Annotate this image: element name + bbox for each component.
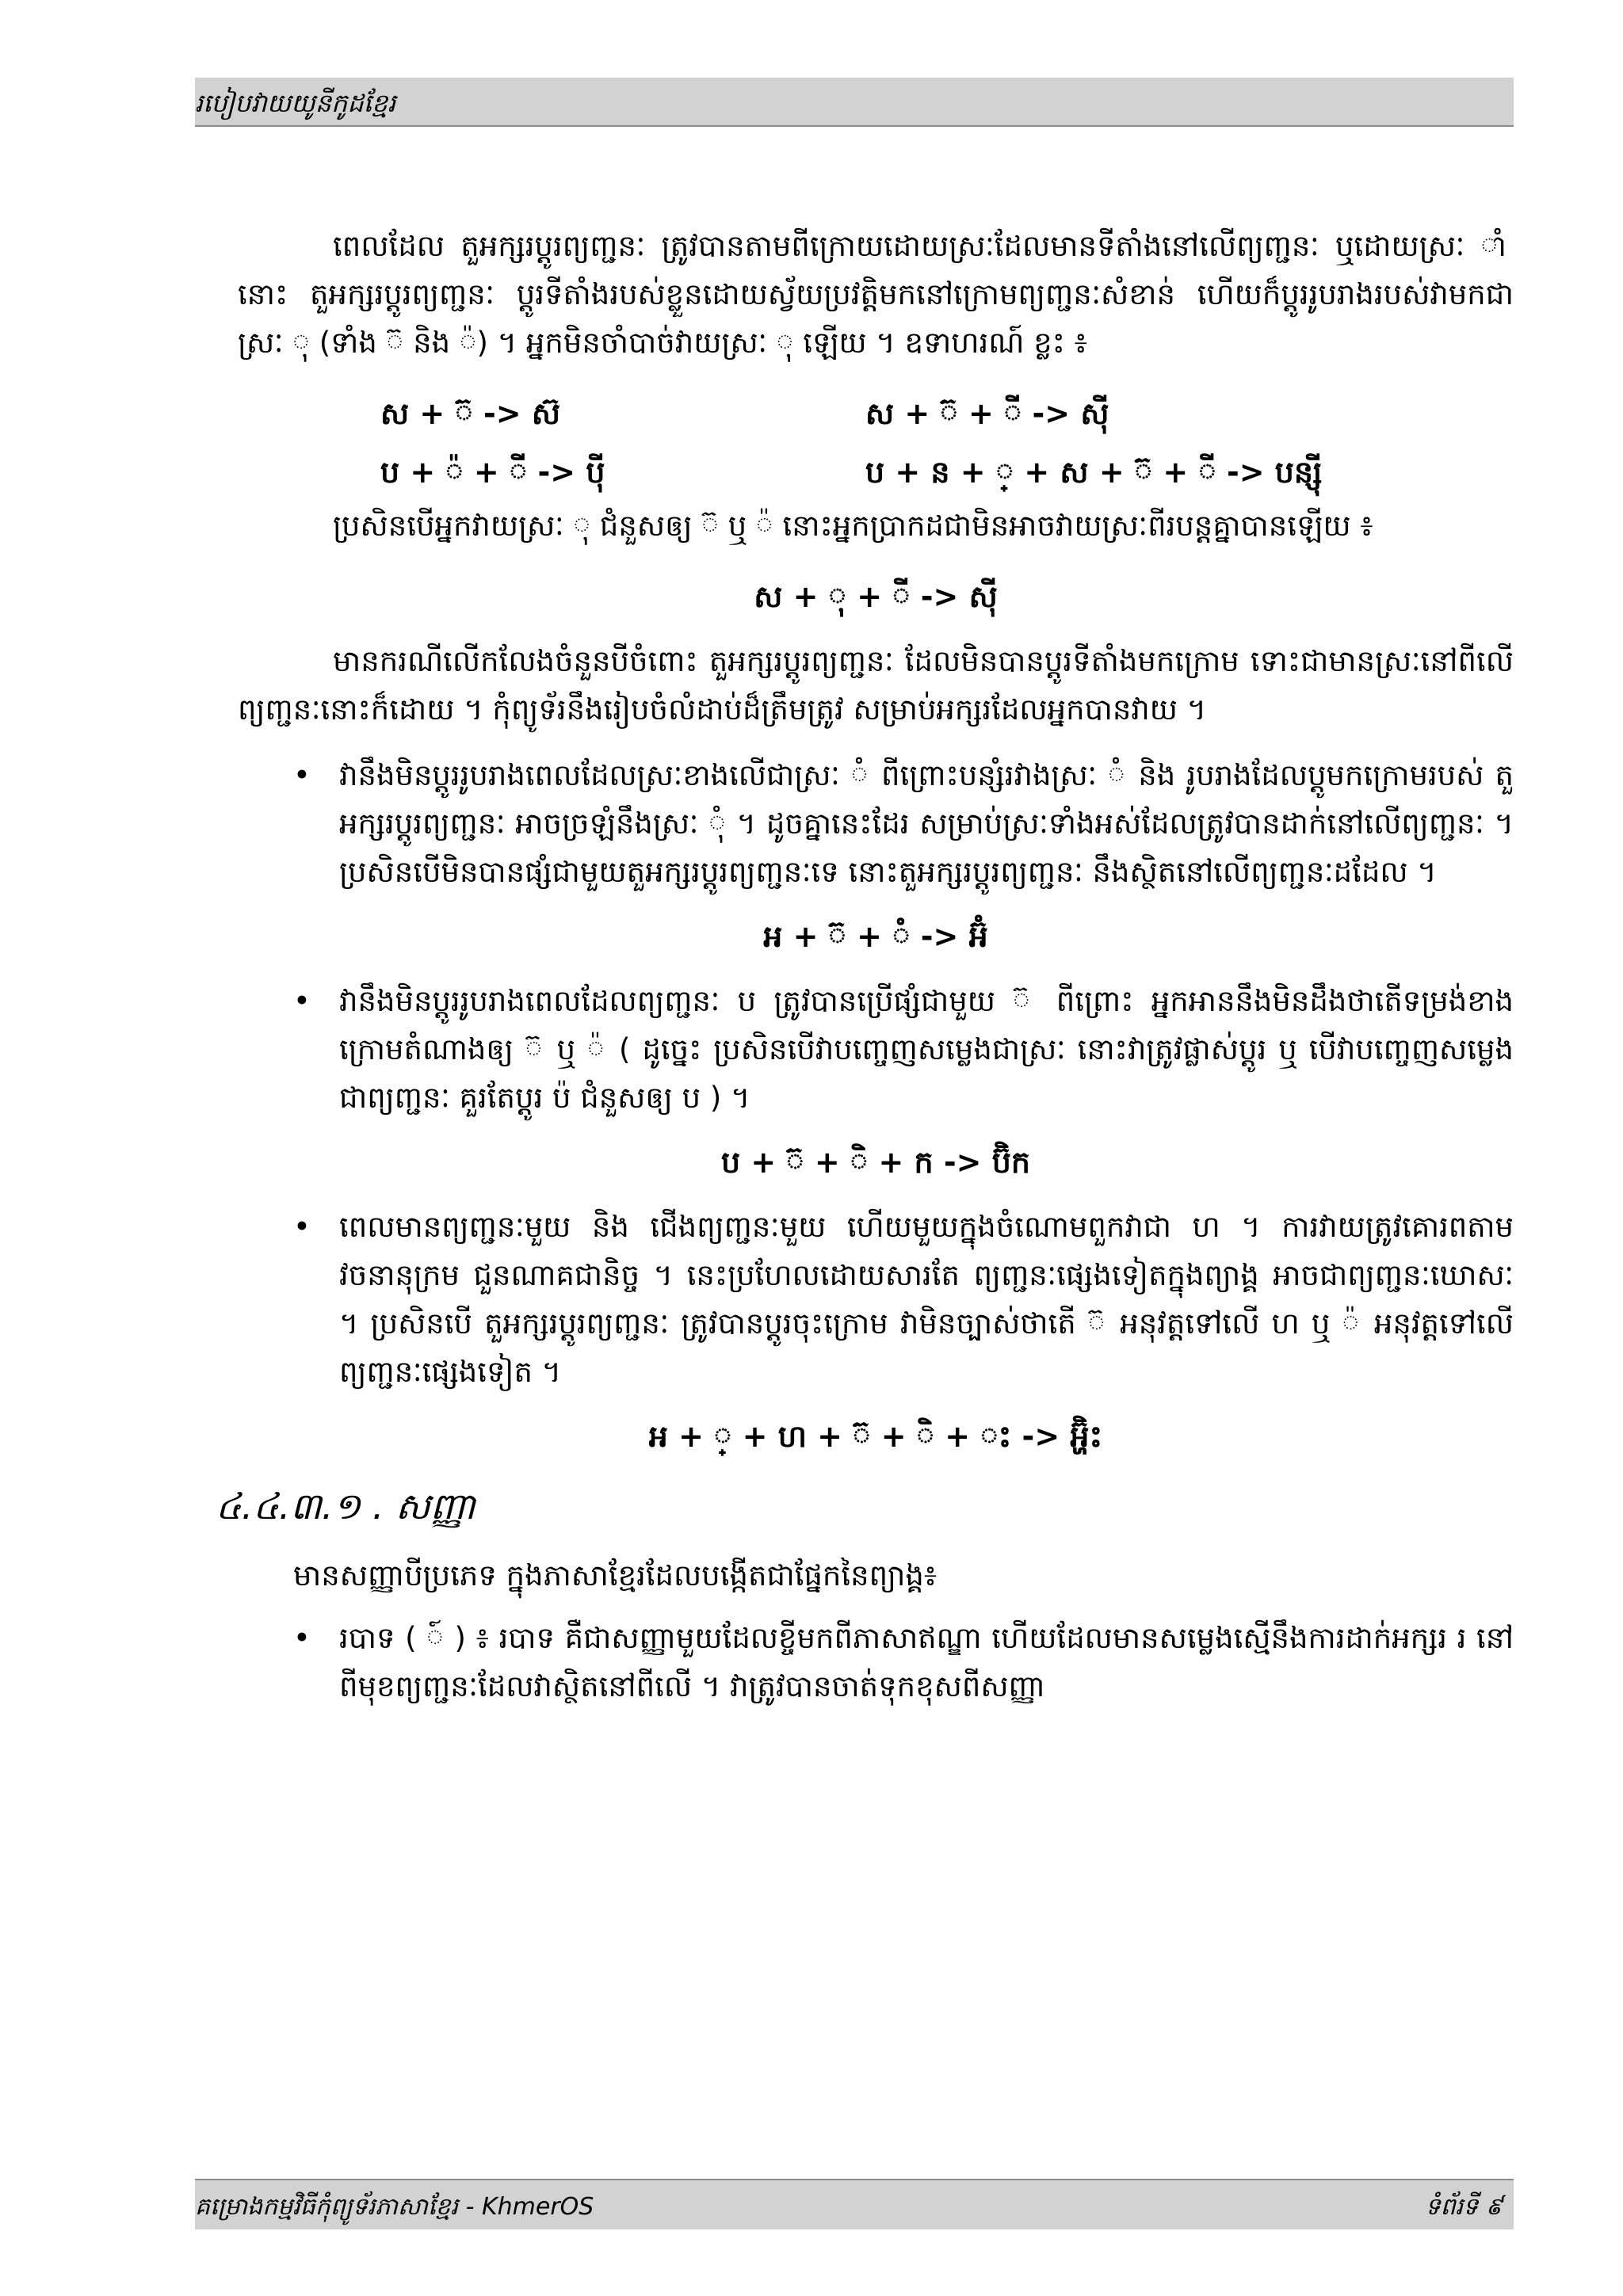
page-header [195,78,1514,127]
example-2b: ប + ន + ◌្ + ស + ◌៊ + ◌ី -> បន្ស៊ី [865,455,1323,490]
bullet-text-4: របាទ ( ◌៍ ) ៖ របាទ គឺជាសញ្ញាមួយដែលខ្ចីមកពីភាសាឥណ្ឌា ហើយដែលមានសម្លេងស្មើនឹងការដាក់អក្សរ រ នៅពីមុខព្យញ្ជនៈដែលវាស្ថិតនៅពីលើ ។ វាត្រូវបានចាត់ទុកខុសពីសញ្ញា [339,1621,1514,1703]
bullet-item-2 [238,977,1514,1122]
paragraph-1: ពេលដែល តួអក្សរប្តូរព្យញ្ជនៈ ត្រូវបានតាមពីក្រោយដោយស្រៈដែលមានទីតាំងនៅលើព្យញ្ជនៈ ឬដោយស្រៈ ◌ាំ នោះ តួអក្សរប្តូរព្យញ្ជនៈ ប្តូរទីតាំងរបស់ខ្លួនដោយស្វ័យប្រវត្តិមកនៅក្រោមព្យញ្ជនៈសំខាន់ ហើយក៏ប្តូររូបរាងរបស់វាមកជាស្រៈ ◌ុ (ទាំង ◌៊ និង ◌៉) ។ អ្នកមិនចាំបាច់វាយស្រៈ ◌ុ ឡើយ ។ ឧទាហរណ៍ ខ្លះ ៖ [238,229,1514,360]
example-6: អ + ◌្ + ហ + ◌៊ + ◌ិ + ◌ះ -> អ្ហ៊ិះ [648,1419,1103,1454]
example-4: អ + ◌៊ + ◌ំ -> អ៊ំ [763,919,988,954]
header-title: របៀបវាយយូនីកូដខ្មែរ [195,88,396,118]
example-2a: ប + ◌៉ + ◌ី -> ប៉ី [380,455,605,490]
example-1a: ស + ◌៊ -> ស៊ [380,396,560,431]
bullet-icon: • [293,758,311,792]
bullet-icon: • [293,984,311,1018]
bullet-item-1 [238,751,1514,896]
page-footer [195,2179,1514,2229]
bullet-text-1: វានឹងមិនប្តូររូបរាងពេលដែលស្រៈខាងលើជាស្រៈ ◌ំ ពីព្រោះបន្សំរវាងស្រៈ ◌ំ និង រូបរាងដែលប្តូមកក្រោមរបស់ តួអក្សរប្តូរព្យញ្ជនៈ អាចច្រឡំនឹងស្រៈ ◌ុំ ។ ដូចគ្នានេះដែរ សម្រាប់ស្រៈទាំងអស់ដែលត្រូវបានដាក់នៅលើព្យញ្ជនៈ ។ ប្រសិនបើមិនបានផ្សំជាមួយតួអក្សរប្តូរព្យញ្ជនៈទេ នោះតួអក្សរប្តូរព្យញ្ជនៈ នឹងស្ថិតនៅលើព្យញ្ជនៈដដែល ។ [339,758,1514,889]
page-number: ទំព័រទី ៩ [1425,2193,1503,2221]
example-3: ស + ◌ុ + ◌ី -> សុី [754,579,998,614]
document-body [216,222,1514,1722]
section-heading: ៤.៤.៣.១ . សញ្ញា [216,1485,476,1527]
paragraph-2: ប្រសិនបើអ្នកវាយស្រៈ ◌ុ ជំនួសឲ្យ ◌៊ ឬ ◌៉ នោះអ្នកប្រាកដជាមិនអាចវាយស្រៈពីរបន្តគ្នាបានឡើយ ៖ [333,509,1373,543]
example-row-2 [238,443,1514,502]
paragraph-3: មានករណីលើកលែងចំនួនបីចំពោះ តួអក្សរប្តូរព្យញ្ជនៈ ដែលមិនបានប្តូរទីតាំងមកក្រោម ទោះជាមានស្រៈនៅពីលើព្យញ្ជនៈនោះក៏ដោយ ។ កុំព្យូទ័រនឹងរៀបចំលំដាប់ដ៏ត្រឹមត្រូវ សម្រាប់អក្សរដែលអ្នកបានវាយ ។ [238,644,1514,727]
example-5: ប + ◌៊ + ◌ិ + ក -> ប៊ិក [721,1145,1030,1180]
example-1b: ស + ◌៊ + ◌ី -> ស៊ី [865,396,1109,431]
footer-project-name: គម្រោងកម្មវិធីកុំព្យូទ័រភាសាខ្មែរ - KhmerOS [195,2193,594,2221]
bullet-text-2: វានឹងមិនប្តូររូបរាងពេលដែលព្យញ្ជនៈ ប ត្រូវបានប្រើផ្សំជាមួយ ◌៊ ពីព្រោះ អ្នកអាននឹងមិនដឹងថាតើទម្រង់ខាងក្រោមតំណាងឲ្យ ◌៊ ឬ ◌៉ ( ដូច្នេះ ប្រសិនបើវាបញ្ចេញសម្លេងជាស្រៈ នោះវាត្រូវផ្លាស់ប្តូរ ឬ បើវាបញ្ចេញសម្លេងជាព្យញ្ជនៈ គួរតែប្តូរ ប៉ ជំនួសឲ្យ ប ) ។ [339,984,1514,1115]
example-row-1 [238,384,1514,443]
bullet-icon: • [293,1621,311,1655]
bullet-item-4 [238,1614,1514,1711]
paragraph-4: មានសញ្ញាបីប្រភេទ ក្នុងភាសាខ្មែរដែលបង្កើតជាផ្នែកនៃព្យាង្គ៖ [293,1558,938,1592]
bullet-item-3 [238,1203,1514,1396]
bullet-text-3: ពេលមានព្យញ្ជនៈមួយ និង ជើងព្យញ្ជនៈមួយ ហើយមួយក្នុងចំណោមពួកវាជា ហ ។ ការវាយត្រូវគោរពតាមវចនានុក្រម ជួនណាគជានិច្ច ។ នេះប្រហែលដោយសារតែ ព្យញ្ជនៈផ្សេងទៀតក្នុងព្យាង្គ អាចជាព្យញ្ជនៈឃោសៈ ។ ប្រសិនបើ តួអក្សរប្តូរព្យញ្ជនៈ ត្រូវបានប្តូរចុះក្រោម វាមិនច្បាស់ថាតើ ◌៊ អនុវត្តទៅលើ ហ ឬ ◌៉ អនុវត្តទៅលើព្យញ្ជនៈផ្សេងទៀត ។ [339,1210,1514,1389]
bullet-icon: • [293,1210,311,1244]
